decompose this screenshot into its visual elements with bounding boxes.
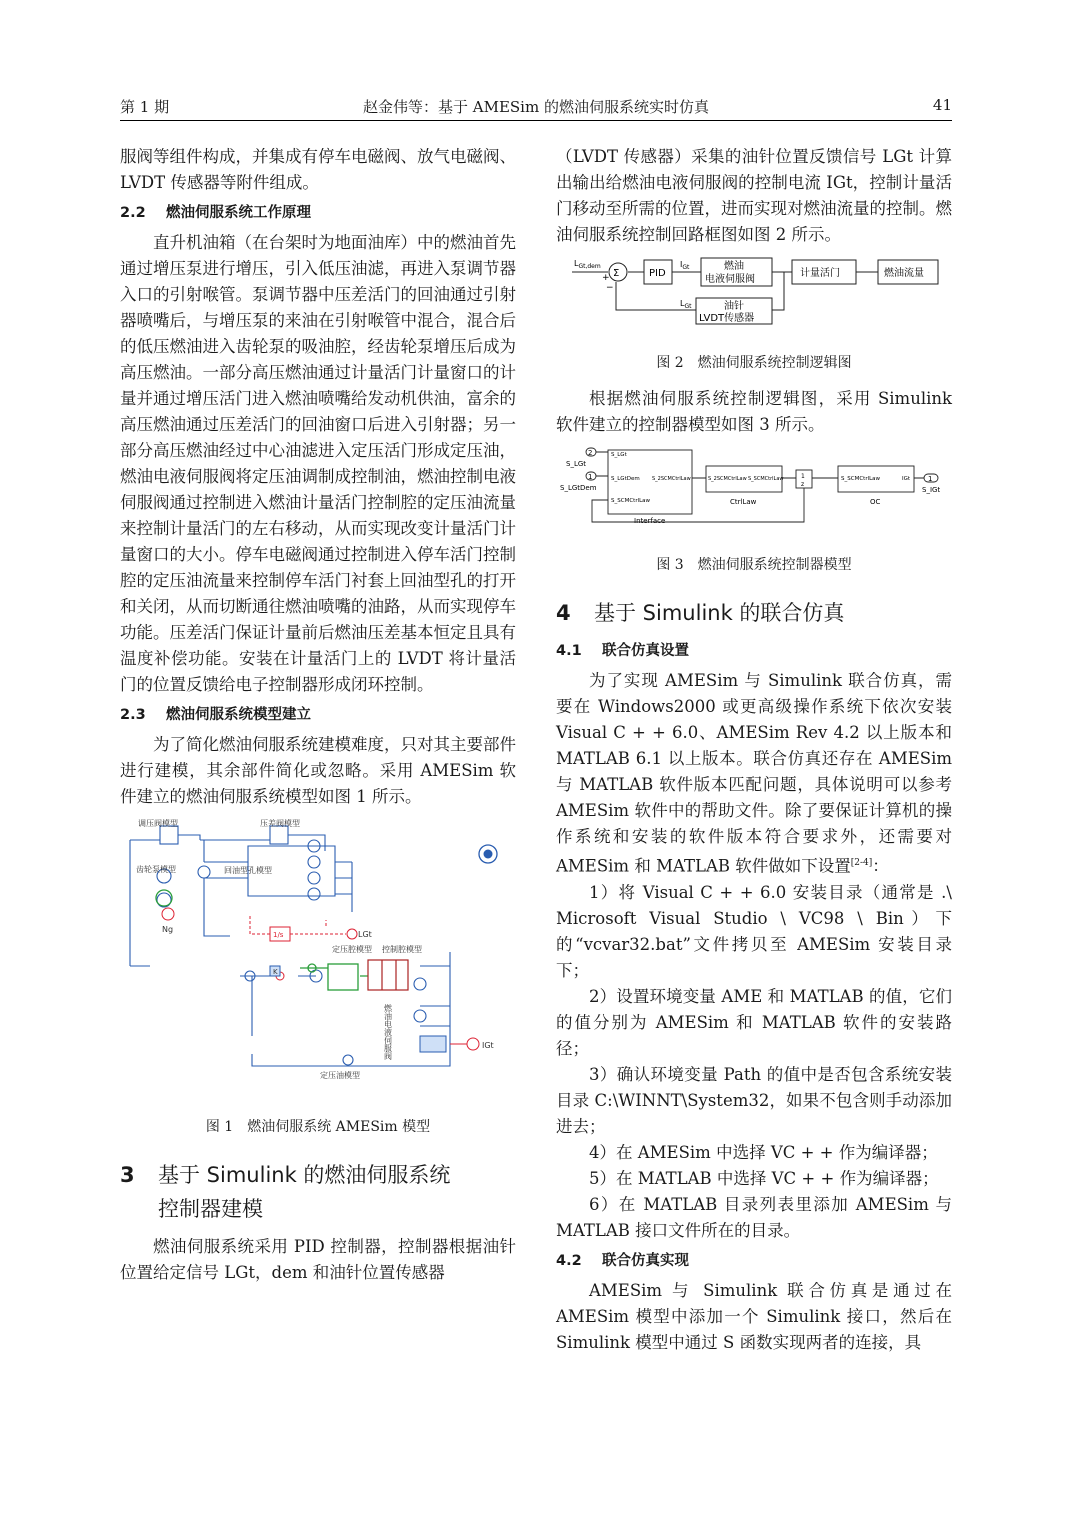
amesim-model-diagram xyxy=(120,816,516,1098)
ctrllaw-in: S_2SCMCtrlLaw xyxy=(708,476,747,482)
label-k: K xyxy=(273,968,278,976)
paragraph: 燃油伺服系统采用 PID 控制器，控制器根据油针位置给定信号 LGt，dem 和油针位置传感器 xyxy=(120,1237,516,1282)
figure-2 xyxy=(556,254,952,376)
figure-3 xyxy=(556,444,952,578)
signal-igt-main: I xyxy=(680,260,683,269)
section-heading-2-2 xyxy=(120,200,516,226)
servo-block-line1: 燃油 xyxy=(724,261,744,272)
oc-in: S_SCMCtrlLaw xyxy=(841,476,881,482)
delay-denominator: z xyxy=(801,481,805,488)
paragraph: 直升机油箱（在台架时为地面油库）中的燃油首先通过增压泵进行增压，引入低压油滤，再进入泵调节器入口的引射喉管。泵调节器中压差活门的回油通过引射器喷嘴后，与增压泵的来油在引射喉管中混合，混合后的低压燃油进入齿轮泵的吸油腔，经齿轮泵增压后成为高压燃油。一部分高压燃油通过计量活门计量窗口的计量并通过增压活门进入燃油喷嘴给发动机供油，富余的高压燃油通过压差活门的回油窗口后进入引射器；另一部分高压燃油经过中心油滤进入定压活门形成定压油，燃油电液伺服阀将定压油调制成控制油，燃油控制电液伺服阀通过控制进入燃油计量活门控制腔的定压油流量来控制计量活门的左右移动，从而实现改变计量活门计量窗口的大小。停车电磁阀通过控制进入停车活门控制腔的定压油流量来控制停车活门衬套上回油型孔的打开和关闭，从而切断通往燃油喷嘴的油路，从而实现停车功能。压差活门保证计量前后燃油压差基本恒定且具有温度补偿功能。安装在计量活门上的 LVDT 将计量活门的位置反馈给电子控制器形成闭环控制。 xyxy=(120,233,516,694)
inport-2-num: 2 xyxy=(588,449,593,457)
chapter-title-line1: 基于 Simulink 的燃油伺服系统 xyxy=(158,1163,451,1187)
simulink-controller-diagram xyxy=(556,444,952,536)
paragraph: AMESim 与 Simulink 联合仿真是通过在 AMESim 模型中添加一个 Simulink 接口，然后在 Simulink 模型中通过 S 函数实现两者的连接，具 xyxy=(556,1280,952,1352)
list-item: 5）在 MATLAB 中选择 VC + + 作为编译器； xyxy=(589,1168,939,1188)
left-column xyxy=(120,144,516,1286)
signal-lgt-sub: Gt xyxy=(684,303,692,310)
oc-out: IGt xyxy=(902,476,911,482)
chapter-heading-3 xyxy=(120,1158,516,1226)
outport-num: 1 xyxy=(928,475,933,483)
figure-1 xyxy=(120,816,516,1140)
sensor-block-line1: 油针 xyxy=(724,301,744,312)
interface-block-name: Interface xyxy=(634,517,666,525)
chapter-title: 基于 Simulink 的联合仿真 xyxy=(594,601,845,625)
section-number: 4.1 xyxy=(556,643,582,659)
label-const-chamber: 定压腔模型 xyxy=(332,945,372,954)
servo-block-line2: 电液伺服阀 xyxy=(705,274,755,285)
section-number: 4.2 xyxy=(556,1252,582,1269)
signal-lgt-dem xyxy=(574,259,601,270)
delay-numerator: 1 xyxy=(801,473,805,480)
label-igt: IGt xyxy=(482,1041,494,1050)
interface-port-3: S_SCMCtrlLaw xyxy=(611,498,651,504)
page-number: 41 xyxy=(932,96,952,114)
interface-port-1: S_LGt xyxy=(611,452,627,458)
pid-block: PID xyxy=(649,268,666,279)
meter-valve-block: 计量活门 xyxy=(800,268,840,279)
label-gear-pump: 齿轮泵模型 xyxy=(136,865,176,874)
control-loop-diagram xyxy=(556,254,952,334)
paragraph: 为了简化燃油伺服系统建模难度，只对其主要部件进行建模，其余部件简化或忽略。采用 AMESim 软件建立的燃油伺服系统模型如图 1 所示。 xyxy=(120,735,516,806)
list-item: 1）将 Visual C + + 6.0 安装目录（通常是 .\ Microsoft Visual Studio \ VC98 \ Bin）下的“vcvar32.bat”文件拷贝至 AMESim 安装目录下； xyxy=(556,882,952,980)
signal-igt xyxy=(680,260,690,271)
list-item: 4）在 AMESim 中选择 VC + + 作为编译器； xyxy=(589,1142,938,1162)
chapter-number: 3 xyxy=(120,1163,135,1187)
section-heading-4-2 xyxy=(556,1248,952,1274)
signal-lgt-fb xyxy=(680,299,692,310)
section-number: 2.3 xyxy=(120,707,146,723)
citation: [2-4] xyxy=(850,858,873,868)
paragraph xyxy=(556,668,952,880)
issue-number: 第 1 期 xyxy=(120,98,170,116)
running-title: 赵金伟等：基于 AMESim 的燃油伺服系统实时仿真 xyxy=(363,98,709,116)
ctrllaw-block-name: CtrlLaw xyxy=(730,498,757,506)
oc-block-name: OC xyxy=(870,498,881,506)
label-gain: 1/s xyxy=(273,931,284,939)
label-lgt: LGt xyxy=(358,930,372,939)
paragraph: 根据燃油伺服系统控制逻辑图，采用 Simulink 软件建立的控制器模型如图 3 所示。 xyxy=(556,389,952,434)
sensor-block-line2: LVDT传感器 xyxy=(699,313,755,324)
label-pressure-diff: 压差阀模型 xyxy=(260,819,300,828)
label-return-orifice: 回油型孔模型 xyxy=(224,866,272,875)
label-ng: Ng xyxy=(162,925,174,934)
signal-igt-sub: Gt xyxy=(682,264,690,271)
section-heading-4-1 xyxy=(556,638,952,664)
figure-3-caption: 图 3 燃油伺服系统控制器模型 xyxy=(656,557,852,573)
chapter-heading-4 xyxy=(556,596,952,630)
paragraph-end: ： xyxy=(872,856,889,876)
section-heading-2-3 xyxy=(120,702,516,728)
section-title: 联合仿真设置 xyxy=(602,643,689,659)
signal-lgt-dem-main: L xyxy=(574,259,579,268)
paragraph: 服阀等组件构成，并集成有停车电磁阀、放气电磁阀、LVDT 传感器等附件组成。 xyxy=(120,147,516,192)
signal-lgt-dem-sub: Gt,dem xyxy=(578,263,601,270)
label-const-oil: 定压油模型 xyxy=(320,1071,360,1080)
interface-port-2b: S_2SCMCtrlLaw xyxy=(652,476,691,482)
section-title: 联合仿真实现 xyxy=(602,1252,689,1269)
inport-1-num: 1 xyxy=(588,473,593,481)
paragraph-text: 为了实现 AMESim 与 Simulink 联合仿真，需要在 Windows2000 或更高级操作系统下依次安装 Visual C + + 6.0、AMESim Rev 4.2 以上版本和 MATLAB 6.1 以上版本。联合仿真还存在 AMESim 与 MATLAB 软件版本匹配问题，具体说明可以参考 AMESim 软件中的帮助文件。除了要保证计算机的操作系统和安装的软件版本符合要求外，还需要对 AMESim 和 MATLAB 软件做如下设置 xyxy=(556,671,952,876)
list-item: 2）设置环境变量 AME 和 MATLAB 的值，它们的值分别为 AMESim 和 MATLAB 软件的安装路径； xyxy=(556,986,952,1058)
figure-2-caption: 图 2 燃油伺服系统控制逻辑图 xyxy=(656,355,852,371)
signal-lgt-main: L xyxy=(680,299,685,308)
outport-label: S_IGt xyxy=(922,486,941,494)
inport-2-label: S_LGt xyxy=(566,460,587,468)
section-number: 2.2 xyxy=(120,205,146,221)
sum-minus: − xyxy=(606,283,614,293)
label-ctrl-chamber: 控制腔模型 xyxy=(382,945,422,954)
sum-symbol: Σ xyxy=(613,268,620,279)
section-title: 燃油伺服系统模型建立 xyxy=(166,707,311,723)
label-pump-regulator: 调压阀模型 xyxy=(138,819,178,828)
fuel-flow-block: 燃油流量 xyxy=(884,268,924,279)
paragraph: （LVDT 传感器）采集的油针位置反馈信号 LGt 计算出输出给燃油电液伺服阀的控制电流 IGt，控制计量活门移动至所需的位置，进而实现对燃油流量的控制。燃油伺服系统控制回路框图如图 2 所示。 xyxy=(556,147,952,244)
ctrllaw-out: S_SCMCtrlLaw xyxy=(748,476,784,482)
inport-1-label: S_LGtDem xyxy=(560,484,597,492)
sum-plus: + xyxy=(602,273,610,283)
list-item: 6）在 MATLAB 目录列表里添加 AMESim 与 MATLAB 接口文件所在的目录。 xyxy=(556,1194,952,1240)
running-header xyxy=(120,96,952,121)
label-servo-valve: 燃油电液伺服阀 xyxy=(383,1004,393,1060)
chapter-title-line2: 控制器建模 xyxy=(158,1197,263,1221)
section-title: 燃油伺服系统工作原理 xyxy=(166,205,311,221)
chapter-number: 4 xyxy=(556,601,571,625)
right-column xyxy=(556,144,952,1356)
interface-port-2: S_LGtDem xyxy=(611,476,640,482)
figure-1-caption: 图 1 燃油伺服系统 AMESim 模型 xyxy=(205,1119,431,1135)
list-item: 3）确认环境变量 Path 的值中是否包含系统安装目录 C:\WINNT\System32，如果不包含则手动添加进去； xyxy=(556,1064,952,1136)
